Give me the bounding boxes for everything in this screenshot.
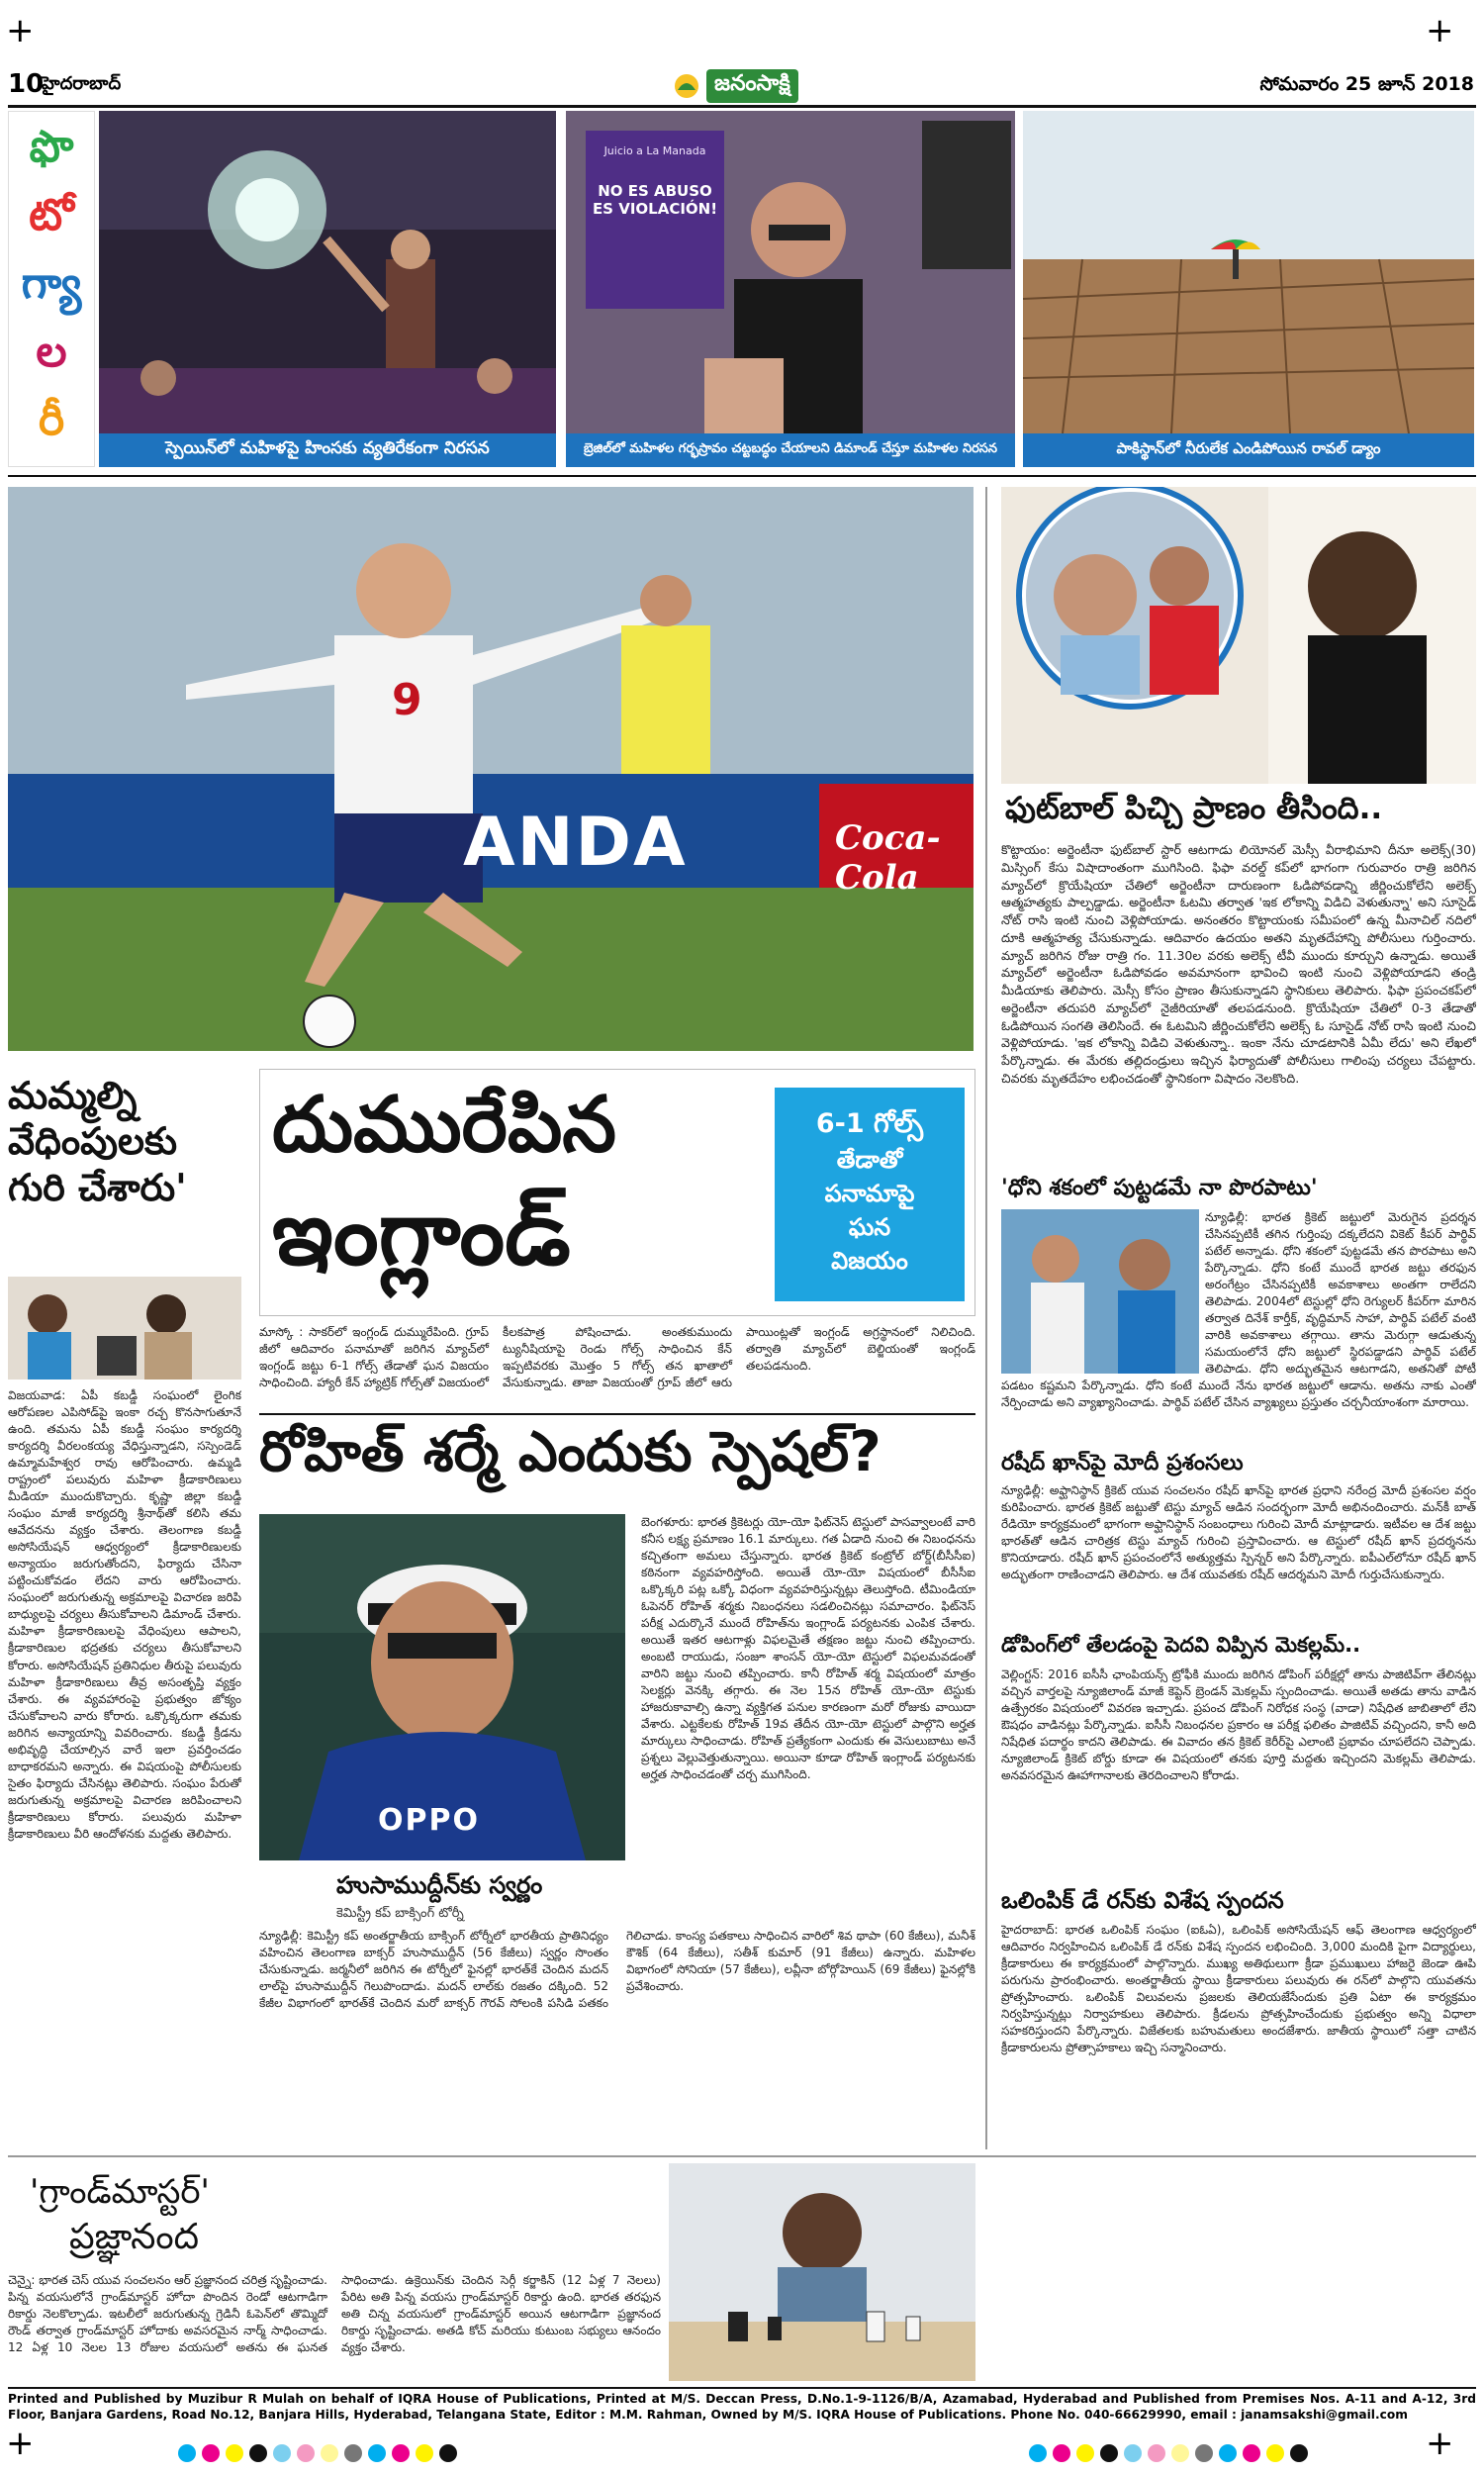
chess-body: చెన్నై: భారత చెస్ యువ సంచలనం ఆర్ ప్రజ్ఞానంద చరిత్ర సృష్టించాడు. పిన్న వయసులోనే గ్రాండ్‌మాస్టర్ హోదా పొందిన రెండో ఆటగాడిగా రికార్డు నెలకొల్పాడు. ఇటలీలో జరుగుతున్న గ్రెడినీ ఓపెన్‌లో తొమ్మిదో రౌండ్ తర్వాత గ్రాండ్‌మాస్టర్ హోదాకు అవసరమైన నార్మ్ సాధించాడు. 12 ఏళ్ల 10 నెలల 13 రోజుల వయసులో అతను ఈ ఘనత సాధించాడు. ఉక్రెయిన్‌కు చెందిన సెర్గీ కర్జాకిన్ (12 ఏళ్ల 7 నెలలు) పేరిట అతి పిన్న వయసు గ్రాండ్‌మాస్టర్ రికార్డు ఉంది. భారత తరఫున అతి చిన్న వయసులో గ్రాండ్‌మాస్టర్ అయిన ఆటగాడిగా ప్రజ్ఞానంద రికార్డు సృష్టించాడు. అతడి కోచ్ మరియు కుటుంబ సభ్యులు ఆనందం వ్యక్తం చేశారు. [8, 2273, 661, 2355]
spain-protest-photo [99, 111, 556, 433]
score-badge-line: విజయం [831, 1247, 908, 1275]
olympic-headline: ఒలింపిక్ డే రన్‌కు విశేష స్పందన [1001, 1888, 1284, 1914]
doping-body: వెల్లింగ్టన్: 2016 ఐసీసీ ఛాంపియన్స్ ట్రోఫీకి ముందు జరిగిన డోపింగ్ పరీక్షల్లో తాను పాజిటివ్‌గా తేలినట్లు వచ్చిన వార్తలపై న్యూజిలాండ్ మాజీ కెప్టెన్ బ్రెండన్ మెకల్లమ్ స్పందించాడు. అయితే అతడు తాను వాడిన ఉత్ప్రేరకం విషయంలో వివరణ ఇచ్చాడు. ప్రపంచ డోపింగ్ నిరోధక సంస్థ (వాడా) నిషేధిత జాబితాలో లేని ఔషధం వాడినట్లు పేర్కొన్నాడు. ఐసీసీ నిబంధనల ప్రకారం ఆ పరీక్ష ఫలితం పాజిటివ్ వచ్చిందని, కానీ అది నిషేధిత పదార్థం కాదని తెలిపాడు. ఈ వివాదం తన క్రికెట్ కెరీర్‌పై ఎలాంటి ప్రభావం చూపలేదని చెప్పాడు. న్యూజిలాండ్ క్రికెట్ బోర్డు కూడా ఈ విషయంలో తనకు పూర్తి మద్దతు ఇచ్చిందని మెకల్లమ్ తెలిపాడు. అనవసరమైన ఊహాగానాలకు తెరదించాలని కోరాడు. [1001, 1667, 1476, 1783]
chess-headline-line2: ప్రజ్ఞానంద [69, 2217, 200, 2257]
jersey-number: 9 [392, 675, 422, 725]
chess-headline-line1: 'గ్రాండ్‌మాస్టర్' [30, 2172, 210, 2212]
messi-headline: ఫుట్‌బాల్ పిచ్చి ప్రాణం తీసింది.. [1005, 791, 1383, 826]
dhoni-photo-spacer [1001, 1209, 1205, 1376]
footer-imprint: Printed and Published by Muzibur R Mulah on behalf of IQRA House of Publications, Printed at M/S. Deccan Press, D.No.1-9-1126/B/A, Azamabad, Hyderabad and Published from Premises Nos. A-11 and A-12, 3rd Floor, Banjara Gardens, Road No.12, Banjara Hills, Hyderabad, Telangana State, Editor : M.M. Rahman, Owned by M/S. IQRA House of Publications. Phone No. 040-66629990, email : janamsakshi@gmail.com [8, 2392, 1476, 2423]
logo-text: జనంసాక్షి [706, 69, 798, 103]
main-headline-line1: దుమురేపిన [272, 1081, 617, 1170]
messi-fan-photo [1001, 487, 1476, 784]
pragnanandhaa-photo [669, 2163, 975, 2381]
brazil-caption: బ్రెజిల్‌లో మహిళల గర్భస్రావం చట్టబద్ధం చేయాలని డిమాండ్ చేస్తూ మహిళల నిరసన [566, 433, 1015, 467]
main-headline-box [259, 1069, 975, 1316]
score-badge-line: తేడాతో [836, 1146, 903, 1174]
photo-gallery-label [8, 111, 95, 467]
gallery-rule [8, 475, 1476, 477]
shooting-body: విజయవాడ: ఏపీ కబడ్డీ సంఘంలో లైంగిక ఆరోపణల ఎపిసోడ్‌పై ఇంకా రచ్చ కొనసాగుతూనే ఉంది. తమను ఏపీ కబడ్డీ సంఘం కార్యదర్శి కార్యదర్శి వీరలంకయ్య వేధిస్తున్నాడని, సస్పెండెడ్ ఉమ్మామహేశ్వర రావు ఆరోపించారు. ఉమ్మడి రాష్ట్రంలో పలువురు మహిళా క్రీడాకారిణులు మీడియా ముందుకొచ్చారు. కృష్ణా జిల్లా కబడ్డీ సంఘం మాజీ కార్యదర్శి శ్రీనాథ్‌తో కలిసి తమ ఆవేదనను వ్యక్తం చేశారు. తెలంగాణ కబడ్డీ అసోసియేషన్ ఆధ్వర్యంలో క్రీడాకారిణులకు అన్యాయం జరుగుతోందని, ఫిర్యాదు చేసినా పట్టించుకోవడం లేదని వారు ఆరోపించారు. సంఘంలో జరుగుతున్న అక్రమాలపై విచారణ జరిపి బాధ్యులపై చర్యలు తీసుకోవాలని డిమాండ్ చేశారు. మహిళా క్రీడాకారిణులపై వేధింపులు ఆపాలని, క్రీడాకారిణుల భద్రతకు చర్యలు తీసుకోవాలని కోరారు. అసోసియేషన్ ప్రతినిధుల తీరుపై పలువురు మహిళా క్రీడాకారిణులు తీవ్ర అసంతృప్తి వ్యక్తం చేశారు. ఈ వ్యవహారంపై ప్రభుత్వం జోక్యం చేసుకోవాలని వారు కోరారు. ఒక్కొక్కరుగా తమకు జరిగిన అన్యాయాన్ని వివరించారు. కబడ్డీ క్రీడను అభివృద్ధి చేయాల్సిన వారే ఇలా ప్రవర్తించడం బాధాకరమని అన్నారు. ఈ విషయంపై పోలీసులకు సైతం ఫిర్యాదు చేసినట్లు తెలిపారు. సంఘం పేరుతో జరుగుతున్న అక్రమాలపై విచారణ జరిపించాలని క్రీడాకారిణులు కోరారు. పలువురు మహిళా క్రీడాకారిణులు వీరి ఆందోళనకు మద్దతు తెలిపారు. [8, 1388, 241, 1841]
crop-mark: + [1426, 2424, 1454, 2463]
chess-top-rule [8, 2155, 1476, 2157]
shooters-photo [8, 1277, 241, 1380]
footer-rule [8, 2387, 1476, 2389]
score-badge-line: పనామాపై [824, 1180, 915, 1207]
gallery-label-part: ఫొ [29, 121, 74, 172]
pakistan-dam-photo [1023, 111, 1474, 433]
main-story-body: మాస్కో : సాకర్‌లో ఇంగ్లండ్ దుమ్మురేపింది. గ్రూప్ జీలో ఆదివారం పనామాతో జరిగిన మ్యాచ్‌లో ఇంగ్లండ్ జట్టు 6-1 గోల్స్ తేడాతో ఘన విజయం సాధించింది. హ్యారీ కేన్ హ్యాట్రిక్ గోల్స్‌తో విజయంలో కీలకపాత్ర పోషించాడు. అంతకుముందు ట్యునీషియాపై రెండు గోల్స్ సాధించిన కేన్ ఇప్పటివరకు మొత్తం 5 గోల్స్ తన ఖాతాలో వేసుకున్నాడు. తాజా విజయంతో గ్రూప్ జీలో ఆరు పాయింట్లతో ఇంగ్లండ్ అగ్రస్థానంలో నిలిచింది. తర్వాతి మ్యాచ్‌లో బెల్జియంతో ఇంగ్లండ్ తలపడనుంది. [259, 1325, 975, 1390]
england-kane-photo [8, 487, 974, 1051]
gallery-label-part: ల [36, 327, 67, 378]
husamuddin-body: న్యూఢిల్లీ: కెమిస్ట్రీ కప్ అంతర్జాతీయ బాక్సింగ్ టోర్నీలో భారతీయ ప్రాతినిధ్యం వహించిన తెలంగాణ బాక్సర్ హుసాముద్దీన్ (56 కేజీలు) స్వర్ణం సొంతం చేసుకున్నాడు. జర్మనీలో జరిగిన ఈ టోర్నీలో ఫైనల్లో భారత్‌కే చెందిన మదన్ లాల్‌పై హుసాముద్దీన్ గెలుపొందాడు. మదన్ లాల్‌కు రజతం దక్కింది. 52 కేజీల విభాగంలో భారత్‌కే చెందిన మరో బాక్సర్ గౌరవ్ సోలంకి పసిడి పతకం గెలిచాడు. కాంస్య పతకాలు సాధించిన వారిలో శివ థాపా (60 కేజీలు), మనీశ్ కౌశిక్ (64 కేజీలు), సతీశ్ కుమార్ (91 కేజీలు) ఉన్నారు. మహిళల విభాగంలో సోనియా (57 కేజీలు), లవ్లీనా బోర్గోహెయిన్ (69 కేజీలు) ఫైనల్లోకి ప్రవేశించారు. [259, 1929, 975, 2011]
rashid-headline: రషీద్ ఖాన్‌పై మోదీ ప్రశంసలు [1001, 1451, 1244, 1475]
masthead [0, 65, 1484, 105]
dhoni-body: న్యూఢిల్లీ: భారత క్రికెట్ జట్టులో మెరుగైన ప్రదర్శన చేసినప్పటికీ తగిన గుర్తింపు దక్కలేదని వికెట్ కీపర్ పార్థివ్ పటేల్ అన్నాడు. ధోని శకంలో పుట్టడమే తన పొరపాటు అని పేర్కొన్నాడు. ధోని కంటే ముందే భారత జట్టు తరఫున అరంగేట్రం చేసినప్పటికీ అవకాశాలు అంతగా రాలేదని తెలిపాడు. 2004లో టెస్టుల్లో ధోని రెగ్యులర్ కీపర్‌గా మారిన తర్వాత దినేశ్ కార్తీక్, వృద్ధిమాన్ సాహా, పార్థివ్ పటేల్ వంటి వారికి అవకాశాలు తగ్గాయి. తాను మెరుగ్గా ఆడుతున్న సమయంలోనే ధోని జట్టులో స్థిరపడ్డాడని పార్థివ్ పటేల్ తెలిపాడు. ధోని అద్భుతమైన ఆటగాడని, అతనితో పోటీ పడటం కష్టమని పేర్కొన్నాడు. ధోని కంటే ముందే నేను భారత జట్టులో ఆడాను. అతను నాకు ఎంతో నేర్పించాడు అని వ్యాఖ్యానించాడు. పార్థివ్ పటేల్ చేసిన వ్యాఖ్యలు ప్రస్తుతం చర్చనీయాంశంగా మారాయి. [1001, 1210, 1476, 1410]
dhoni-headline: 'ధోని శకంలో పుట్టడమే నా పొరపాటు' [1001, 1176, 1318, 1200]
edition-label: హైదరాబాద్ [42, 73, 122, 94]
rashid-body: న్యూఢిల్లీ: అఫ్ఘానిస్థాన్ క్రికెట్ యువ సంచలనం రషీద్ ఖాన్‌పై భారత ప్రధాని నరేంద్ర మోదీ ప్రశంసల వర్షం కురిపించారు. భారత క్రికెట్ జట్టుతో టెస్టు మ్యాచ్ ఆడిన సందర్భంగా మోదీ అభినందించారు. మన్‌కీ బాత్ రేడియో కార్యక్రమంలో భాగంగా అఫ్ఘానిస్థాన్ సంబంధాలు గురించి మోదీ మాట్లాడారు. ఇటీవల ఆ దేశ జట్టు భారత్‌తో ఆడిన చారిత్రక టెస్టు మ్యాచ్ గురించి ప్రస్తావించారు. ఆ టెస్టులో రషీద్ ఖాన్ ప్రదర్శనను కొనియాడారు. రషీద్ ఖాన్ ప్రపంచంలోనే అత్యుత్తమ స్పిన్నర్ అని పేర్కొన్నారు. ఐపీఎల్‌లోనూ రషీద్ ఖాన్ అద్భుతంగా రాణించాడని తెలిపారు. ఆ దేశ యువతకు రషీద్ ఆదర్శమని మోదీ గుర్తుచేసుకున్నారు. [1001, 1483, 1476, 1582]
color-registration-strip [178, 2444, 457, 2462]
rohit-body: బెంగళూరు: భారత క్రికెటర్లు యో-యో ఫిట్‌నెస్ టెస్టులో పాసవ్వాలంటే వారి కనీస లక్ష్య ప్రమాణం 16.1 మార్కులు. గత ఏడాది నుంచి ఈ నిబంధనను కచ్చితంగా అమలు చేస్తున్నారు. భారత క్రికెట్ కంట్రోల్ బోర్డ్(బీసీసీఐ) కఠినంగా వ్యవహరిస్తోంది. అయితే యో-యో విషయంలో బీసీసీఐ ఒక్కొక్కరి పట్ల ఒక్కో విధంగా వ్యవహరిస్తున్నట్లు తెలుస్తోంది. టీమిండియా ఓపెనర్ రోహిత్ శర్మకు నిబంధనలు సడలించినట్లు సమాచారం. ఫిట్‌నెస్ పరీక్ష ఎదుర్కొనే ముందే రోహిత్‌ను ఇంగ్లాండ్ పర్యటనకు ఎంపిక చేశారు. అయితే ఇతర ఆటగాళ్లు విఫలమైతే తక్షణం జట్టు నుంచి తప్పించారు. అంబటి రాయుడు, సంజూ శాంసన్ యో-యో టెస్టులో విఫలమవడంతో వారిని జట్టు నుంచి తప్పించారు. కానీ రోహిత్ శర్మ విషయంలో మాత్రం సెలక్టర్లు వెనక్కి తగ్గారు. ఈ నెల 15న రోహిత్ యో-యో టెస్టుకు హాజరుకావాల్సి ఉన్నా వ్యక్తిగత పనుల కారణంగా మరో రోజుకు వాయిదా వేశారు. ఎట్టకేలకు రోహిత్ 19వ తేదీన యో-యో టెస్టులో పాల్గొని అర్హత మార్కులు సాధించాడు. రోహిత్ ప్రత్యేకంగా ఎందుకు ఈ వెసులుబాటు అనే ప్రశ్నలు వెల్లువెత్తుతున్నాయి. అయినా కూడా రోహిత్ ఇంగ్లాండ్ పర్యటనకు అర్హత సాధించడంతో చర్చ ముగిసింది. [641, 1515, 975, 1782]
main-headline-line2: ఇంగ్లాండ్ [272, 1182, 571, 1285]
newspaper-logo [673, 69, 798, 103]
shooting-headline: మమ్మల్ని వేధింపులకు గురి చేశారు' [8, 1074, 187, 1209]
page-number: 10 [8, 69, 45, 99]
crop-mark: + [1426, 11, 1454, 50]
doping-headline: డోపింగ్‌లో తేలడంపై పెదవి విప్పిన మెకల్లమ్.. [1001, 1633, 1361, 1657]
logo-emblem-icon [673, 72, 700, 100]
score-badge-line: 6-1 గోల్స్ [815, 1108, 924, 1139]
sponsor-logo: OPPO [378, 1803, 480, 1838]
crop-mark: + [6, 2424, 35, 2463]
rohit-photo [259, 1514, 625, 1860]
olympic-body: హైదరాబాద్: భారత ఒలింపిక్ సంఘం (ఐఓఏ), ఒలింపిక్ అసోసియేషన్ ఆఫ్ తెలంగాణ ఆధ్వర్యంలో ఆదివారం నిర్వహించిన ఒలింపిక్ డే రన్‌కు విశేష స్పందన లభించింది. 3,000 మందికి పైగా విద్యార్థులు, క్రీడాకారులు ఈ కార్యక్రమంలో పాల్గొన్నారు. ముఖ్య అతిథులుగా క్రీడా ప్రముఖులు హాజరై జెండా ఊపి పరుగును ప్రారంభించారు. అంతర్జాతీయ స్థాయి క్రీడాకారులు పలువురు ఈ రన్‌లో పాల్గొని యువతను ప్రోత్సహించారు. ఒలింపిక్ విలువలను ప్రజలకు తెలియజేసేందుకు ప్రతి ఏటా ఈ కార్యక్రమం నిర్వహిస్తున్నట్లు నిర్వాహకులు తెలిపారు. క్రీడలను ప్రోత్సహించేందుకు ప్రభుత్వం అన్ని విధాలా సహకరిస్తుందని పేర్కొన్నారు. విజేతలకు బహుమతులు అందజేశారు. జాతీయ స్థాయిలో సత్తా చాటిన క్రీడాకారులను ప్రోత్సాహకాలు ఇచ్చి సన్మానించారు. [1001, 1923, 1476, 2055]
messi-body: కొట్టాయం: అర్జెంటీనా ఫుట్‌బాల్ స్టార్ ఆటగాడు లియోనల్ మెస్సీ వీరాభిమాని దీనూ అలెక్స్(30) మిస్సింగ్ కేసు విషాదాంతంగా ముగిసింది. ఫిఫా వరల్డ్ కప్‌లో భాగంగా గురువారం రాత్రి జరిగిన మ్యాచ్‌లో క్రొయేషియా చేతిలో అర్జెంటీనా దారుణంగా ఓడిపోవడాన్ని జీర్ణించుకోలేని అలెక్స్ ఆత్మహత్యకు పాల్పడ్డాడు. అర్జెంటీనా ఓటమి తర్వాత 'ఇక లోకాన్ని విడిచి వెళుతున్నా' అని సూసైడ్ నోట్ రాసి ఇంటి నుంచి వెళ్లిపోయాడు. అనంతరం కొట్టాయంకు సమీపంలో ఉన్న మీనాచిల్ నదిలో దూకి ఆత్మహత్య చేసుకున్నాడు. ఆదివారం ఉదయం అతని మృతదేహాన్ని పోలీసులు గుర్తించారు. మ్యాచ్ జరిగిన రోజు రాత్రి గం. 11.30ల వరకు అలెక్స్ టీవీ ముందు కూర్చుని ఉన్నాడు. అయితే మ్యాచ్‌లో అర్జెంటీనా ఓడిపోవడం అవమానంగా భావించి ఇంటి నుంచి వెళ్లిపోయాడని తండ్రి మీడియాకు తెలిపారు. మెస్సీ కోసం ప్రాణం తీసుకున్నాడని స్థానికులు తెలిపారు. ఫిఫా ప్రపంచకప్‌లో అర్జెంటీనా తదుపరి మ్యాచ్‌లో నైజీరియాతో తలపడనుంది. క్రొయేషియా చేతిలో 0-3 తేడాతో ఓడిపోయిన సంగతి తెలిసిందే. ఈ ఓటమిని జీర్ణించుకోలేని అలెక్స్ ఓ సూసైడ్ నోట్ రాసి ఇంటి నుంచి వెళ్లిపోయాడు. 'ఇక లోకాన్ని విడిచి వెళుతున్నా.. ఇంకా నేను చూడటానికి ఏమీ లేదు' అని లేఖలో పేర్కొన్నాడు. ఈ మేరకు తల్లిదండ్రులు ఇచ్చిన ఫిర్యాదుతో పోలీసులు గాలింపు చర్యలు చేపట్టారు. చివరకు మృతదేహం లభించడంతో స్థానికంగా విషాదం నెలకొంది. [1001, 842, 1476, 1086]
protest-sign: NO ES ABUSO ES VIOLACIÓN! [592, 182, 718, 218]
husamuddin-subhead: కెమిస్ట్రీ కప్ బాక్సింగ్ టోర్నీ [336, 1906, 464, 1921]
brazil-protest-photo [566, 111, 1015, 433]
pakistan-caption: పాకిస్థాన్‌లో నీరులేక ఎండిపోయిన రావల్ డ్యాం [1023, 433, 1474, 467]
spain-caption: స్పెయిన్‌లో మహిళపై హింసకు వ్యతిరేకంగా నిరసన [99, 433, 556, 467]
issue-date: సోమవారం 25 జూన్ 2018 [1259, 73, 1474, 95]
score-badge [775, 1088, 965, 1301]
score-badge-line: ఘన [848, 1213, 891, 1241]
ad-board-text: Coca-Cola [835, 818, 941, 898]
color-registration-strip [1029, 2444, 1308, 2462]
column-rule [985, 487, 987, 2149]
ad-board-text: ANDA [463, 804, 688, 882]
gallery-label-part: టో [29, 189, 74, 240]
main-story-rule [259, 1413, 975, 1415]
crop-mark: + [6, 11, 35, 50]
rohit-headline: రోహిత్ శర్మే ఎందుకు స్పెషల్? [259, 1420, 881, 1484]
gallery-label-part: గ్యా [21, 257, 82, 309]
gallery-label-part: రీ [38, 395, 65, 446]
protest-sign: Juicio a La Manada [603, 144, 706, 157]
husamuddin-headline: హుసాముద్దీన్‌కు స్వర్ణం [336, 1871, 543, 1899]
masthead-rule [8, 105, 1476, 108]
